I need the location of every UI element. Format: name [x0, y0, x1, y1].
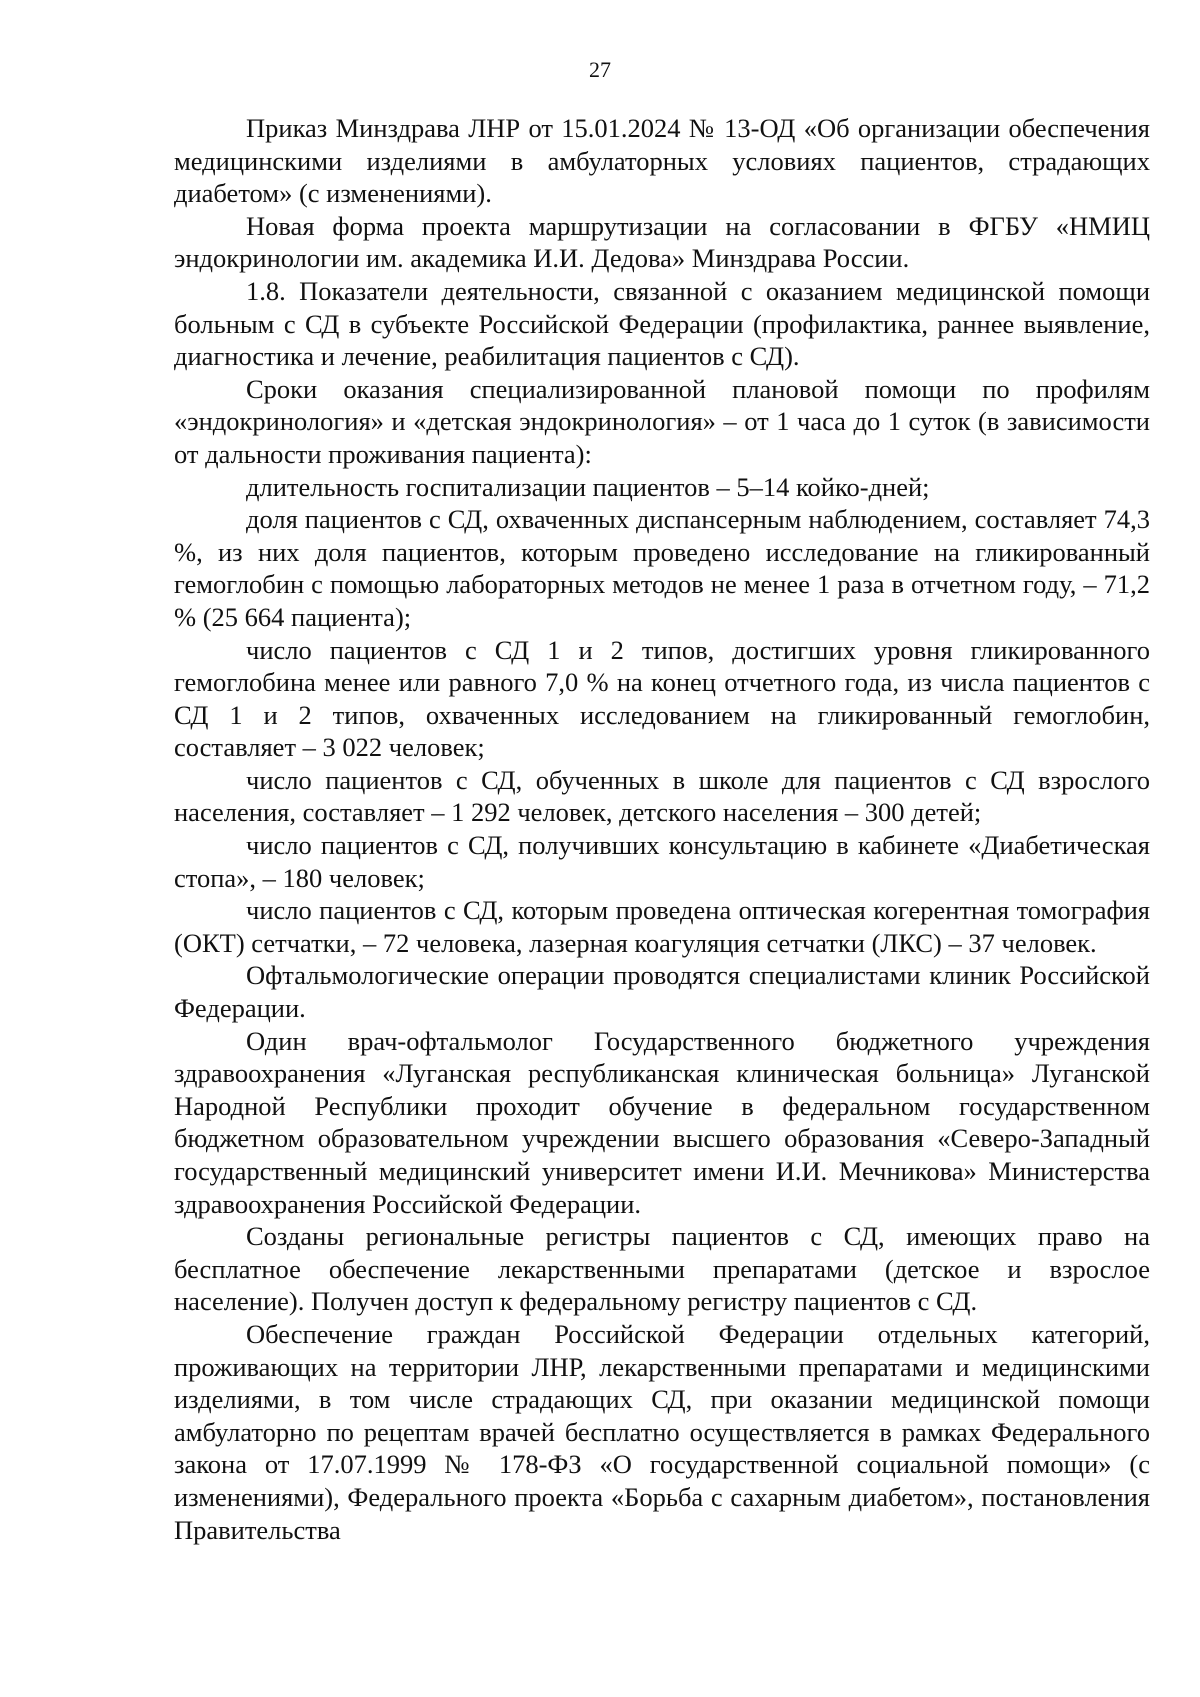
paragraph-diabetic-foot: число пациентов с СД, получивших консультацию в кабинете «Диабетическая стопа», – 180 человек;	[174, 830, 1150, 893]
paragraph-ophthalmologist-training: Один врач-офтальмолог Государственного бюджетного учреждения здравоохранения «Луганская республиканская клиническая больница» Луганской Народной Республики проходит обучение в федеральном государственном бюджетном образовательном учреждении высшего образования «Северо-Западный государственный медицинский университет имени И.И. Мечникова» Министерства здравоохранения Российской Федерации.	[174, 1025, 1150, 1219]
paragraph-care-timelines: Сроки оказания специализированной плановой помощи по профилям «эндокринология» и «детская эндокринология» – от 1 часа до 1 суток (в зависимости от дальности проживания пациента):	[174, 373, 1150, 469]
paragraph-order-reference: Приказ Минздрава ЛНР от 15.01.2024 № 13-ОД «Об организации обеспечения медицинскими изделиями в амбулаторных условиях пациентов, страдающих диабетом» (с изменениями).	[174, 113, 1150, 209]
paragraph-school-training: число пациентов с СД, обученных в школе для пациентов с СД взрослого населения, составляет – 1 292 человек, детского населения – 300 детей;	[174, 764, 1150, 828]
paragraph-routing-project: Новая форма проекта маршрутизации на согласовании в ФГБУ «НМИЦ эндокринологии им. академика И.И. Дедова» Минздрава России.	[174, 210, 1150, 274]
page-number: 27	[589, 57, 611, 82]
paragraph-registries: Созданы региональные регистры пациентов с СД, имеющих право на бесплатное обеспечение лекарственными препаратами (детское и взрослое население). Получен доступ к федеральному регистру пациентов с СД.	[174, 1221, 1150, 1317]
paragraph-ophthalmology-operations: Офтальмологические операции проводятся специалистами клиник Российской Федерации.	[174, 960, 1150, 1024]
paragraph-oct-lks: число пациентов с СД, которым проведена оптическая когерентная томография (ОКТ) сетчатки, – 72 человека, лазерная коагуляция сетчатки (ЛКС) – 37 человек.	[174, 895, 1150, 958]
paragraph-dispensary-share: доля пациентов с СД, охваченных диспансерным наблюдением, составляет 74,3 %, из них доля пациентов, которым проведено исследование на гликированный гемоглобин с помощью лабораторных методов не менее 1 раза в отчетном году, – 71,2 % (25 664 пациента);	[174, 504, 1150, 632]
paragraph-hba1c-target: число пациентов с СД 1 и 2 типов, достигших уровня гликированного гемоглобина менее или равного 7,0 % на конец отчетного года, из числа пациентов с СД 1 и 2 типов, охваченных исследованием на гликированный гемоглобин, составляет – 3 022 человек;	[174, 634, 1150, 763]
document-body	[174, 112, 1150, 1546]
paragraph-drug-provision: Обеспечение граждан Российской Федерации отдельных категорий, проживающих на территории ЛНР, лекарственными препаратами и медицинскими изделиями, в том числе страдающих СД, при оказании медицинской помощи амбулаторно по рецептам врачей бесплатно осуществляется в рамках Федерального закона от 17.07.1999 № 178-ФЗ «О государственной социальной помощи» (с изменениями), Федерального проекта «Борьба с сахарным диабетом», постановления Правительства	[174, 1318, 1150, 1545]
paragraph-hospitalization-duration: длительность госпитализации пациентов – 5–14 койко-дней;	[246, 471, 930, 502]
paragraph-section-1-8: 1.8. Показатели деятельности, связанной с оказанием медицинской помощи больным с СД в субъекте Российской Федерации (профилактика, раннее выявление, диагностика и лечение, реабилитация пациентов с СД).	[174, 275, 1150, 372]
